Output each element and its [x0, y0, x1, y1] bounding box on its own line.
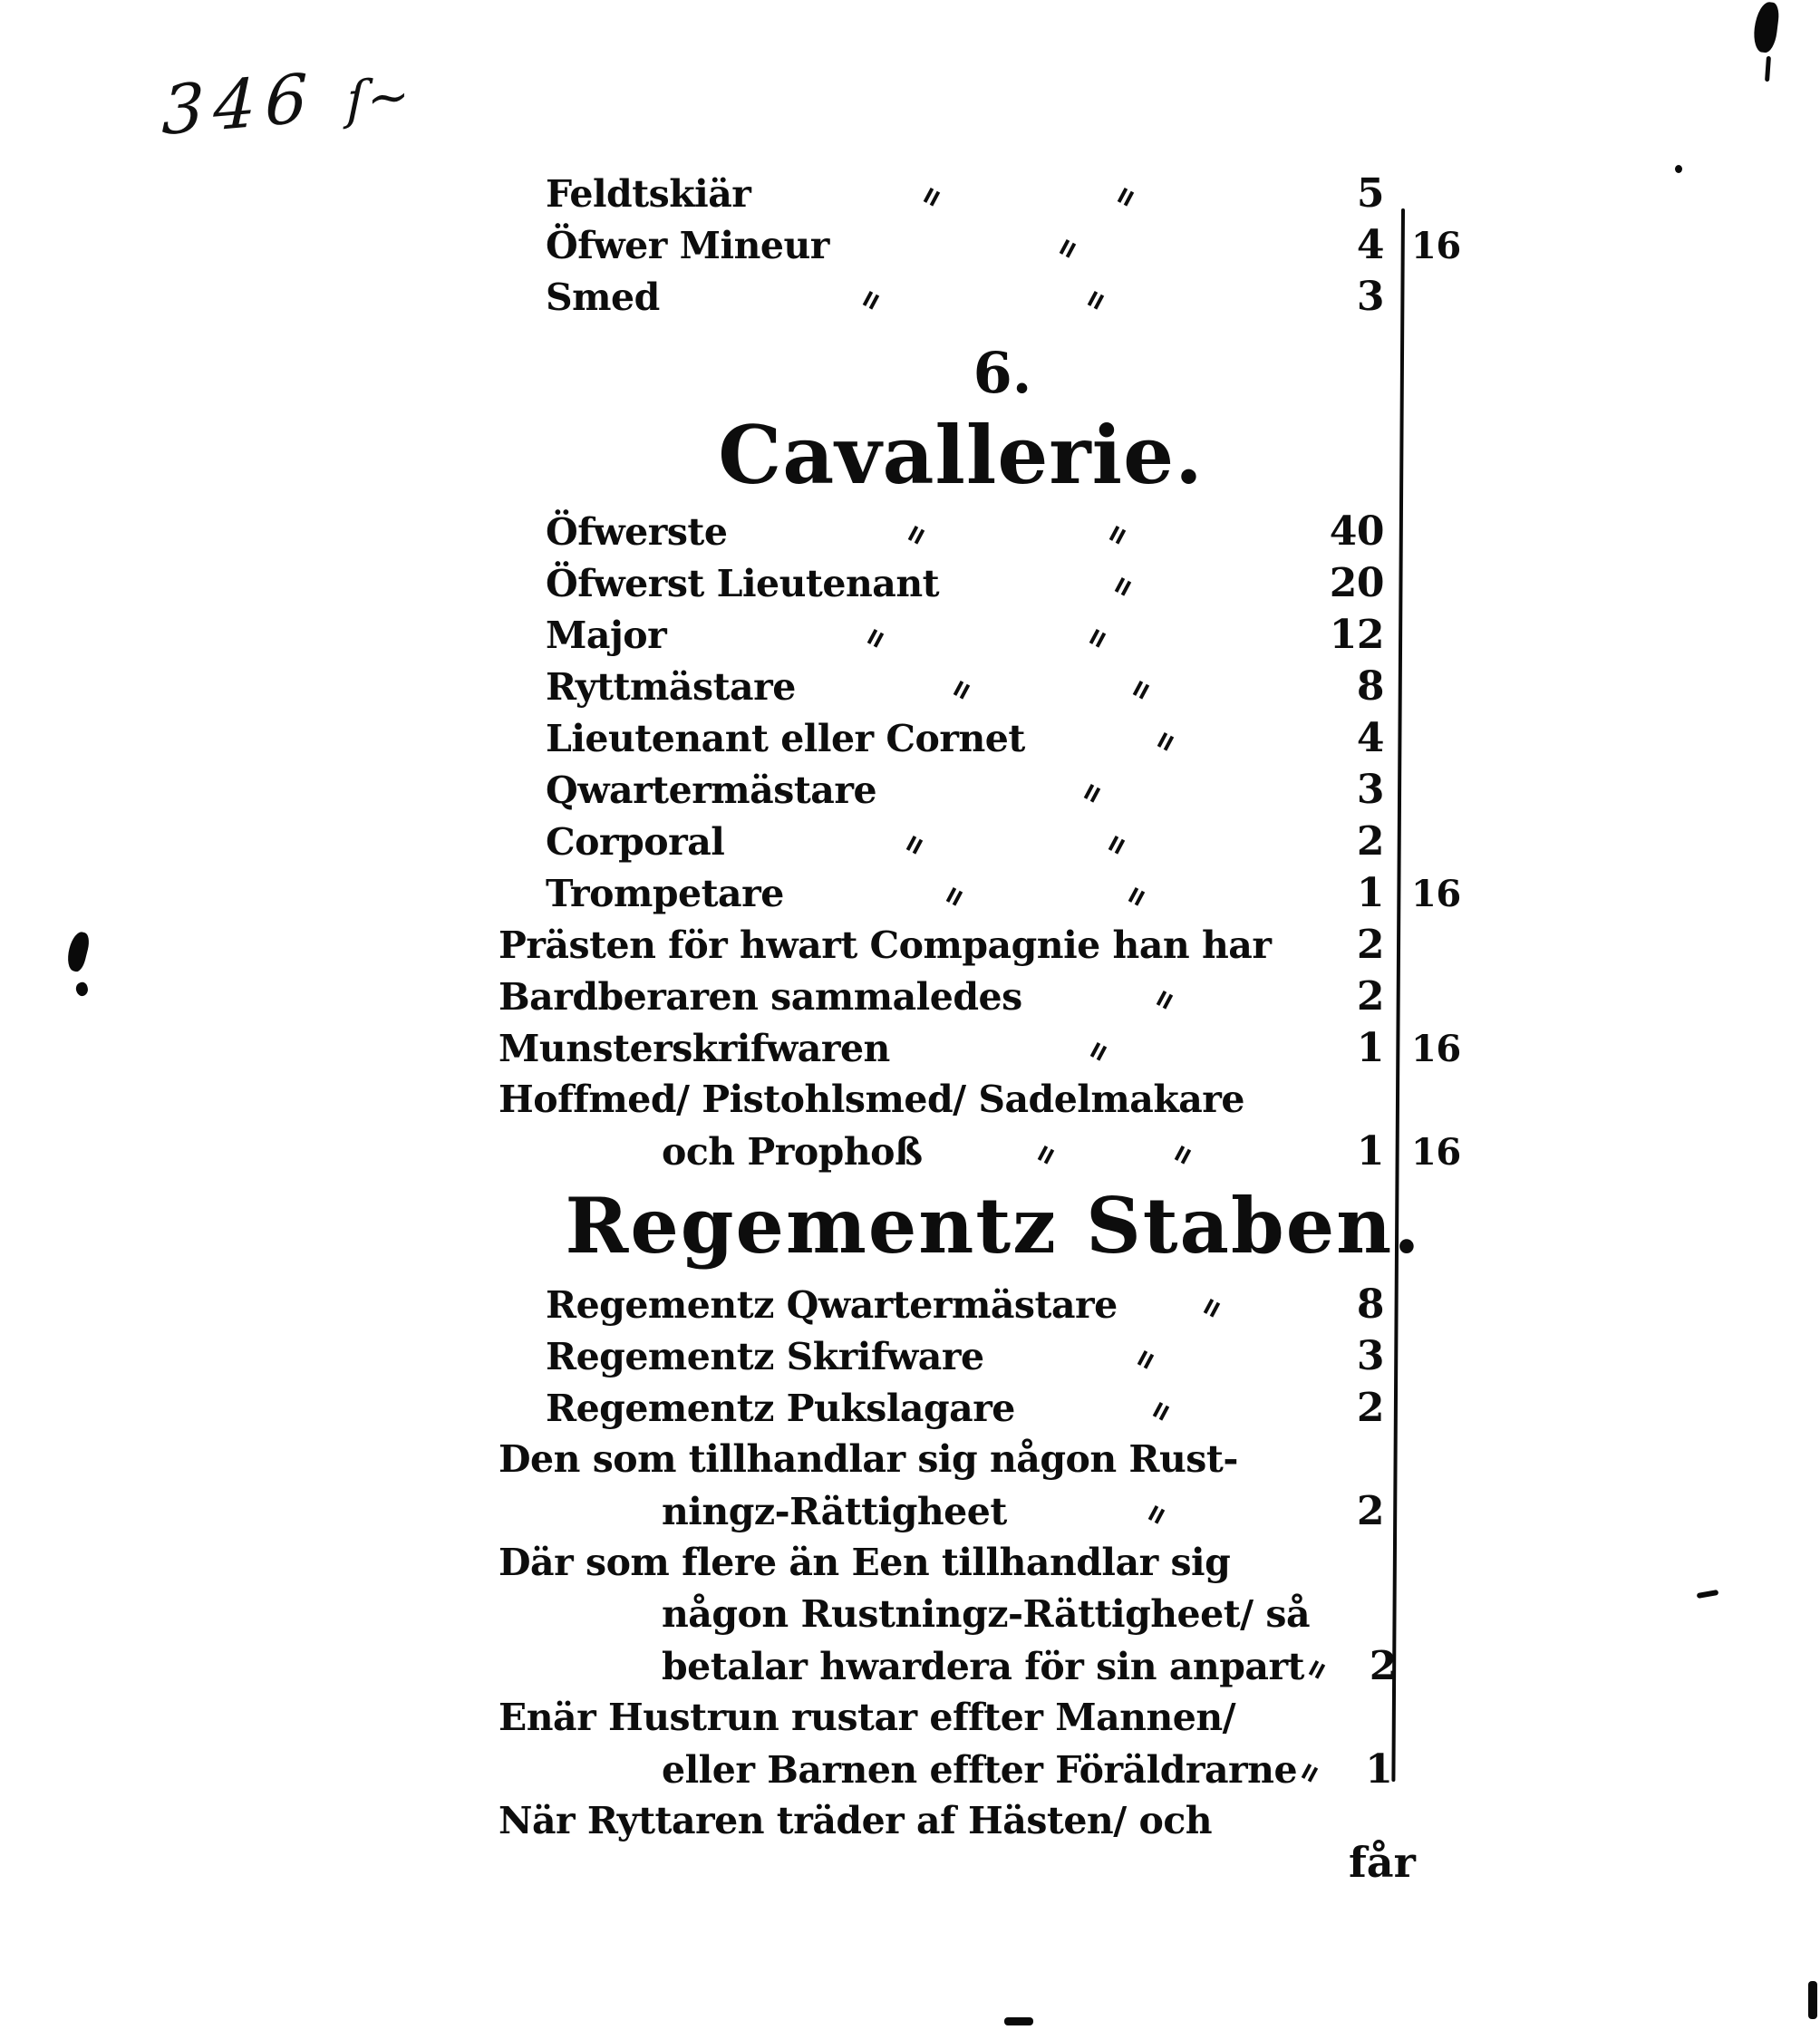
ore-value: 16: [1411, 873, 1461, 915]
separator-dash-icon: =: [939, 672, 983, 709]
leader-space: [876, 768, 1307, 819]
leader-space: [829, 223, 1307, 275]
separator-dash-icon: =: [1114, 878, 1158, 915]
leader-space: [1022, 974, 1307, 1026]
separator-dash-icon: =: [1138, 1393, 1183, 1430]
daler-value: 2: [1356, 818, 1384, 865]
leader-space: [784, 871, 1307, 923]
separator-dash-icon: =: [1070, 775, 1113, 812]
rank-label: och Prophoß: [662, 1130, 923, 1174]
separator-dash-icon: =: [1123, 1341, 1167, 1378]
daler-value: 12: [1329, 612, 1384, 658]
daler-value: 40: [1329, 508, 1384, 555]
rank-label: Feldtskiär: [546, 172, 751, 216]
pay-row: [499, 271, 1506, 323]
pay-row: [499, 1330, 1506, 1382]
leader-space: [724, 819, 1307, 871]
pay-row: [499, 919, 1506, 971]
daler-value: 1: [1356, 1025, 1384, 1071]
pay-row: [499, 1744, 1506, 1795]
leader-space: [1007, 1489, 1307, 1541]
separator-dash-icon: =: [1135, 1496, 1178, 1533]
pay-row: [499, 816, 1506, 867]
separator-dash-icon: =: [894, 517, 938, 554]
ink-blot: [64, 930, 92, 973]
separator-dash-icon: =: [1144, 723, 1187, 760]
ink-speck: [74, 981, 90, 998]
rank-label: Smed: [546, 276, 660, 319]
cavallerie-rows: [499, 506, 1506, 1177]
separator-dash-icon: =: [1160, 1136, 1205, 1174]
daler-value: 3: [1356, 1333, 1384, 1379]
pay-row: [499, 1434, 1506, 1485]
daler-value: 5: [1356, 170, 1384, 217]
daler-value: 2: [1369, 1643, 1397, 1689]
separator-dash-icon: =: [853, 620, 897, 657]
pay-row: [499, 1022, 1506, 1074]
daler-value: 8: [1356, 663, 1384, 710]
rank-label: Öfwer Mineur: [546, 224, 829, 267]
pay-row: [499, 867, 1506, 919]
rank-label: Den som tillhandlar sig någon Rust-: [499, 1437, 1238, 1481]
section-title-cavallerie: Cavallerie.: [718, 408, 1204, 502]
rank-label: Lieutenant eller Cornet: [546, 717, 1025, 760]
rank-label: betalar hwardera för sin anpart: [662, 1645, 1304, 1688]
separator-dash-icon: =: [1100, 568, 1145, 605]
pay-row: [499, 1485, 1506, 1537]
pay-row: [499, 1382, 1506, 1434]
pay-row: [499, 1589, 1506, 1640]
folio-flourish: ſ~: [345, 65, 412, 131]
daler-value: 20: [1329, 560, 1384, 606]
pay-row: [499, 219, 1506, 271]
rank-label: Trompetare: [546, 872, 784, 915]
separator-dash-icon: =: [1095, 826, 1138, 864]
pay-row: [499, 609, 1506, 661]
leader-space: [666, 613, 1307, 664]
separator-dash-icon: =: [892, 826, 936, 864]
pay-row: [499, 661, 1506, 712]
rank-label: Regementz Pukslagare: [546, 1387, 1015, 1430]
rank-label: Regementz Qwartermästare: [546, 1283, 1118, 1327]
rank-label: Corporal: [546, 820, 725, 864]
separator-dash-icon: =: [1073, 282, 1117, 319]
leader-space: [1294, 1644, 1339, 1696]
leader-space: [1015, 1386, 1307, 1437]
rank-label: Qwartermästare: [546, 768, 877, 812]
daler-value: 2: [1356, 922, 1384, 968]
pay-row: [499, 1537, 1506, 1589]
leader-space: [796, 664, 1307, 716]
leader-space: [1118, 1282, 1307, 1334]
rank-label: ningz-Rättigheet: [662, 1490, 1007, 1533]
rank-label: Major: [546, 614, 667, 657]
leader-space: [727, 509, 1307, 561]
pay-row: [499, 1640, 1506, 1692]
daler-value: 2: [1356, 1488, 1384, 1534]
pay-row: [499, 168, 1506, 219]
regementz-staben-rows: [499, 1279, 1506, 1847]
separator-dash-icon: =: [848, 282, 893, 319]
pay-table: [499, 168, 1506, 1847]
pay-row: [499, 764, 1506, 816]
pay-row: [499, 1692, 1506, 1744]
separator-dash-icon: =: [1287, 1754, 1331, 1792]
leader-space: [984, 1334, 1307, 1386]
daler-value: 1: [1365, 1746, 1393, 1793]
rank-label: eller Barnen effter Föräldrarne: [662, 1748, 1298, 1792]
previous-section-rows: [499, 168, 1506, 323]
ink-speck: [1675, 165, 1682, 173]
catchword: får: [1349, 1838, 1416, 1887]
leader-space: [1025, 716, 1307, 768]
pay-row: [499, 971, 1506, 1022]
separator-dash-icon: =: [1103, 179, 1147, 216]
leader-space: [939, 561, 1307, 613]
separator-dash-icon: =: [1190, 1290, 1234, 1327]
ink-blot: [1765, 56, 1771, 82]
daler-value: 2: [1356, 973, 1384, 1020]
ink-speck: [1004, 2017, 1033, 2025]
daler-value: 2: [1356, 1385, 1384, 1431]
pay-row: [499, 1279, 1506, 1330]
separator-dash-icon: =: [1046, 230, 1089, 267]
leader-space: [660, 275, 1307, 326]
rank-label: Bardberaren sammaledes: [499, 975, 1022, 1019]
separator-dash-icon: =: [1142, 981, 1186, 1019]
daler-value: 8: [1356, 1281, 1384, 1328]
leader-space: [750, 171, 1307, 223]
daler-value: 3: [1356, 274, 1384, 320]
stray-dash-mark: [1697, 1590, 1719, 1599]
leader-space: [1287, 1747, 1331, 1799]
leader-space: [890, 1026, 1307, 1078]
pay-row: [499, 506, 1506, 557]
rank-label: Regementz Skrifware: [546, 1335, 984, 1378]
separator-dash-icon: =: [932, 878, 975, 915]
pay-row: [499, 1126, 1506, 1177]
separator-dash-icon: =: [1294, 1651, 1339, 1688]
rank-label: När Ryttaren träder af Hästen/ och: [499, 1799, 1213, 1842]
rank-label: Munsterskrifwaren: [499, 1027, 890, 1070]
rank-label: Enär Hustrun rustar effter Mannen/: [499, 1696, 1236, 1739]
daler-value: 1: [1356, 1128, 1384, 1174]
ore-value: 16: [1411, 225, 1461, 267]
daler-value: 1: [1356, 870, 1384, 916]
separator-dash-icon: =: [909, 179, 954, 216]
ore-value: 16: [1411, 1028, 1461, 1070]
separator-dash-icon: =: [1075, 620, 1119, 657]
folio-number-text: 346: [160, 58, 317, 151]
rank-label: Öfwerst Lieutenant: [546, 562, 940, 605]
leader-space: [923, 1129, 1307, 1181]
daler-value: 4: [1356, 715, 1384, 761]
rank-label: Ryttmästare: [546, 665, 796, 709]
handwritten-folio-number: [161, 51, 412, 151]
ore-value: 16: [1411, 1131, 1461, 1174]
daler-value: 3: [1356, 767, 1384, 813]
section-title-regementz-staben: Regementz Staben.: [565, 1181, 1422, 1271]
pay-row: [499, 557, 1506, 609]
rank-label: Där som flere än Een tillhandlar sig: [499, 1541, 1231, 1584]
ink-blot: [1752, 1, 1781, 54]
separator-dash-icon: =: [1076, 1033, 1120, 1070]
pay-row: [499, 1074, 1506, 1126]
rank-label: Öfwerste: [546, 510, 728, 554]
rank-label: Hoffmed/ Pistohlsmed/ Sadelmakare: [499, 1078, 1244, 1121]
daler-value: 4: [1356, 222, 1384, 268]
rank-label: någon Rustningz-Rättigheet/ så: [662, 1592, 1311, 1636]
rank-label: Prästen för hwart Compagnie han har: [499, 923, 1272, 967]
ink-speck: [1808, 1981, 1817, 2019]
separator-dash-icon: =: [1118, 672, 1162, 709]
section-number: 6.: [973, 340, 1032, 406]
separator-dash-icon: =: [1024, 1136, 1068, 1174]
separator-dash-icon: =: [1096, 517, 1139, 554]
pay-row: [499, 712, 1506, 764]
